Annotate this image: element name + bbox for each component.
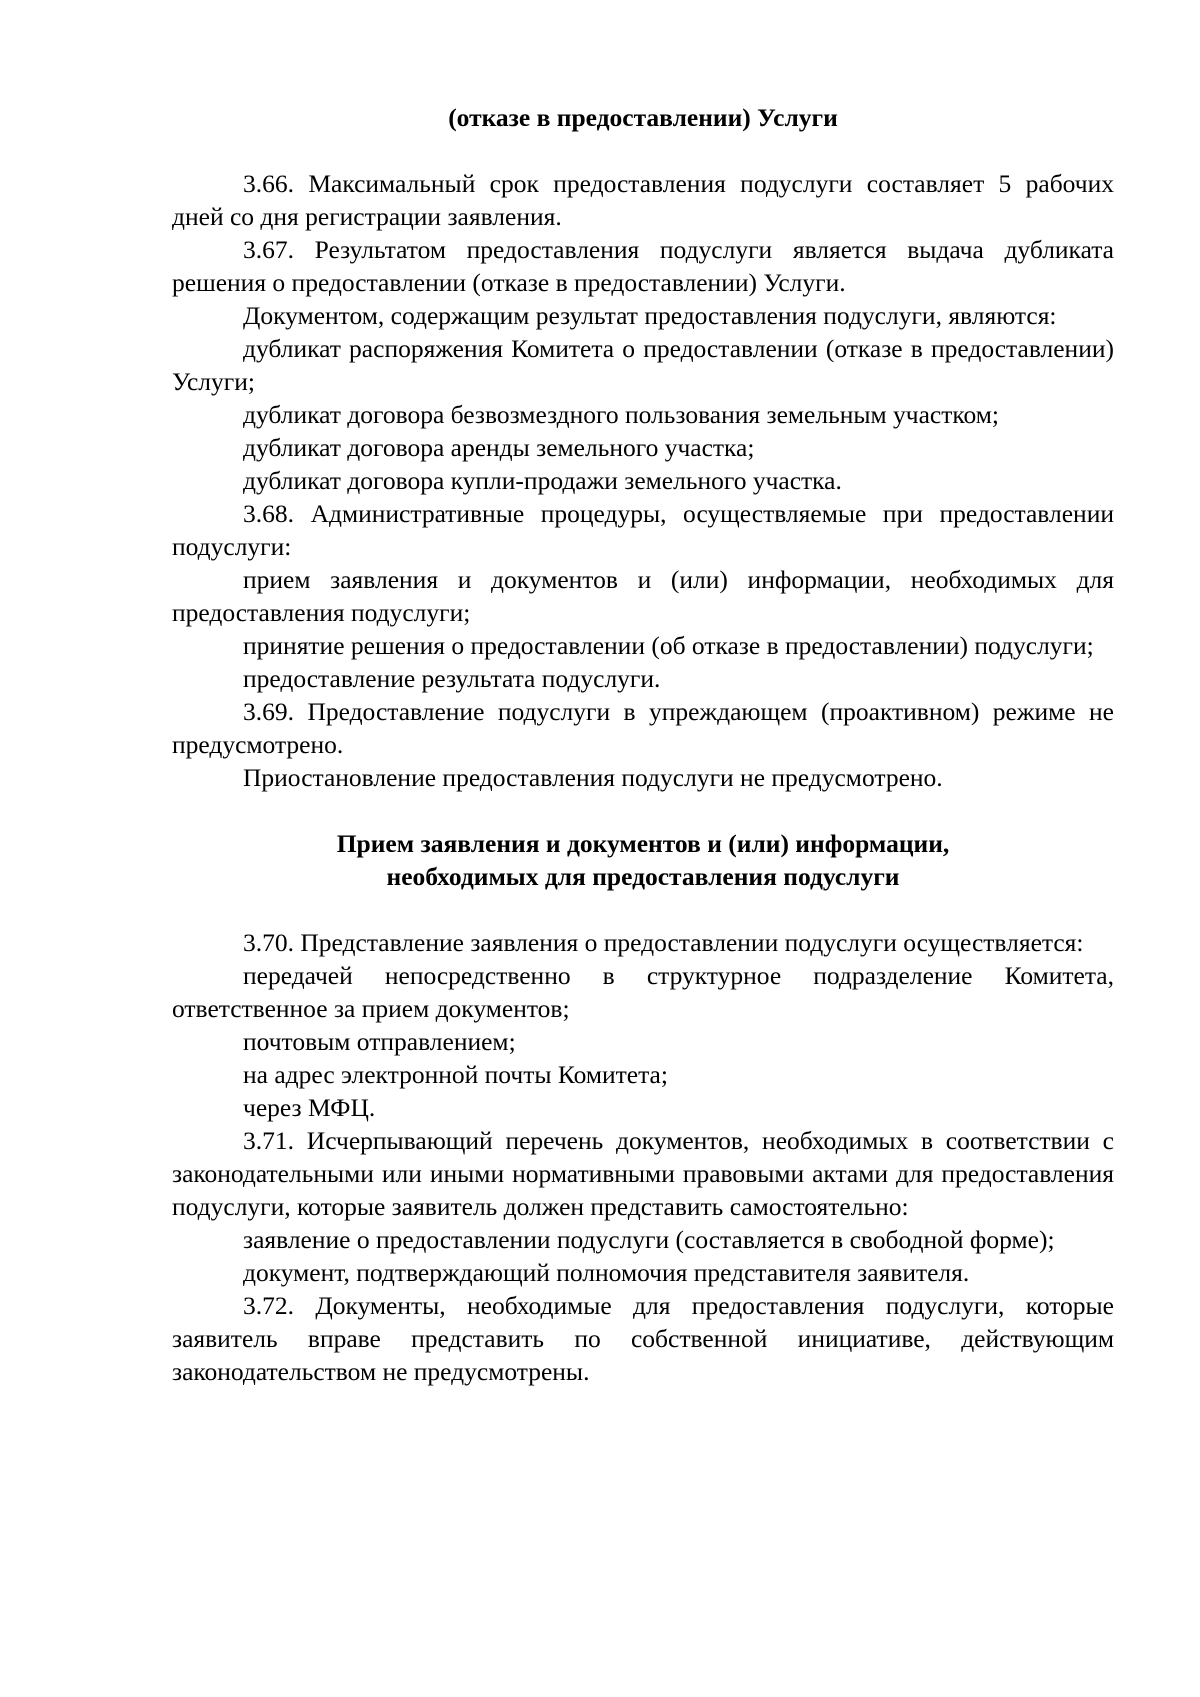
paragraph: 3.66. Максимальный срок предоставления подуслуги составляет 5 рабочих дней со дня регистрации заявления. (172, 169, 1114, 231)
paragraph: Документом, содержащим результат предоставления подуслуги, являются: (243, 301, 1057, 330)
list-item: дубликат договора аренды земельного участка; (243, 433, 755, 462)
paragraph: 3.70. Представление заявления о предоставлении подуслуги осуществляется: (243, 928, 1084, 957)
paragraph: 3.68. Административные процедуры, осуществляемые при предоставлении подуслуги: (172, 499, 1114, 561)
list-item: прием заявления и документов и (или) информации, необходимых для предоставления подуслуги; (172, 565, 1114, 627)
section-heading-line: Прием заявления и документов и (или) информации, (336, 829, 950, 858)
list-item: через МФЦ. (243, 1093, 376, 1122)
list-item: дубликат договора купли-продажи земельного участка. (243, 466, 842, 495)
section-heading (172, 827, 1114, 893)
list-item: дубликат договора безвозмездного пользования земельным участком; (243, 400, 999, 429)
section-heading: (отказе в предоставлении) Услуги (448, 103, 838, 132)
paragraph: Приостановление предоставления подуслуги не предусмотрено. (243, 763, 943, 792)
paragraph: 3.72. Документы, необходимые для предоставления подуслуги, которые заявитель вправе представить по собственной инициативе, действующим законодательством не предусмотрены. (172, 1291, 1114, 1386)
document-page (172, 101, 1114, 1388)
section-heading-line: необходимых для предоставления подуслуги (386, 862, 900, 891)
list-item: на адрес электронной почты Комитета; (243, 1060, 668, 1089)
list-item: заявление о предоставлении подуслуги (составляется в свободной форме); (243, 1225, 1055, 1254)
paragraph: 3.71. Исчерпывающий перечень документов, необходимых в соответствии с законодательными или иными нормативными правовыми актами для предоставления подуслуги, которые заявитель должен представить самостоятельно: (172, 1126, 1114, 1221)
paragraph: 3.67. Результатом предоставления подуслуги является выдача дубликата решения о предоставлении (отказе в предоставлении) Услуги. (172, 235, 1114, 297)
list-item: дубликат распоряжения Комитета о предоставлении (отказе в предоставлении) Услуги; (172, 334, 1114, 396)
paragraph: 3.69. Предоставление подуслуги в упреждающем (проактивном) режиме не предусмотрено. (172, 697, 1114, 759)
list-item: документ, подтверждающий полномочия представителя заявителя. (243, 1258, 970, 1287)
list-item: предоставление результата подуслуги. (243, 664, 661, 693)
list-item: принятие решения о предоставлении (об отказе в предоставлении) подуслуги; (243, 631, 1094, 660)
list-item: почтовым отправлением; (243, 1027, 516, 1056)
list-item: передачей непосредственно в структурное подразделение Комитета, ответственное за прием документов; (172, 961, 1114, 1023)
